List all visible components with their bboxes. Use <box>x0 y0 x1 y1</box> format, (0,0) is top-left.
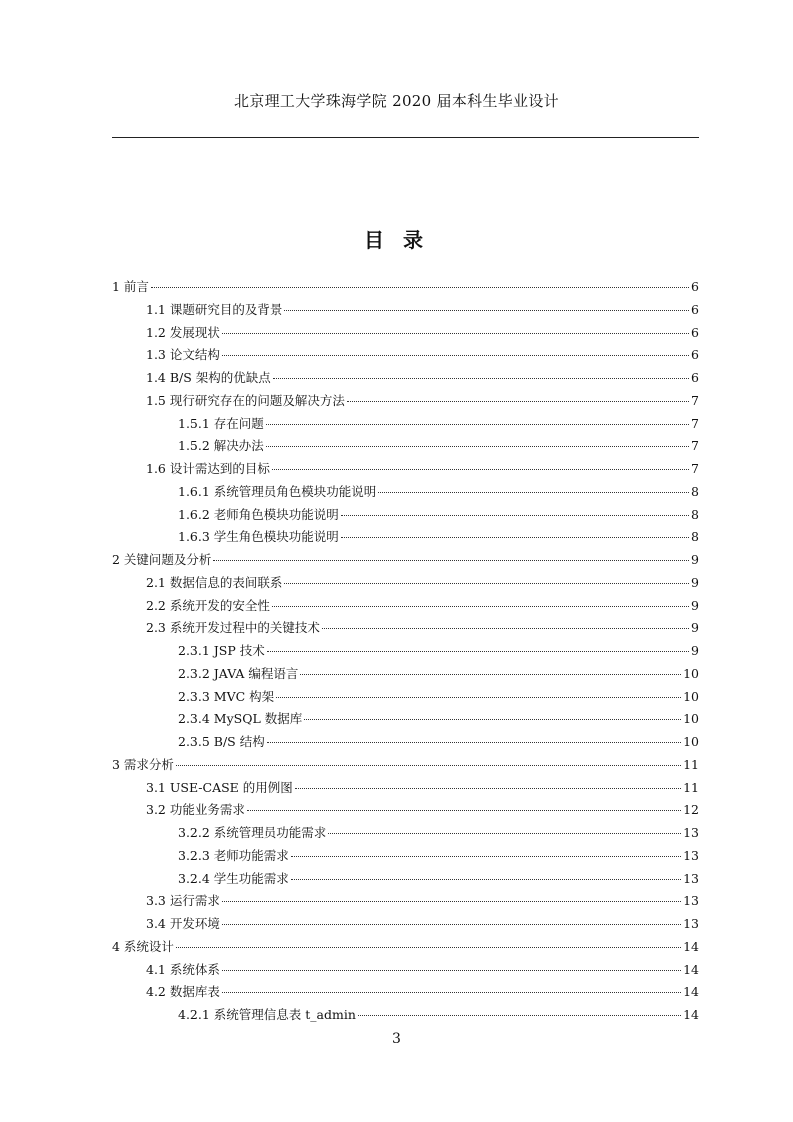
toc-entry-page: 7 <box>691 438 699 454</box>
toc-entry-page: 7 <box>691 392 699 408</box>
toc-entry[interactable] <box>112 595 699 618</box>
toc-entry-title: 1.4 B/S 架构的优缺点 <box>146 370 271 385</box>
toc-entry[interactable] <box>112 754 699 777</box>
toc-entry[interactable] <box>112 708 699 731</box>
toc-dot-leader <box>266 423 689 425</box>
toc-entry[interactable] <box>112 1004 699 1027</box>
toc-entry-page: 13 <box>683 870 699 886</box>
toc-entry-title: 4.1 系统体系 <box>146 961 220 977</box>
toc-dot-leader <box>358 1014 681 1016</box>
page-header: 北京理工大学珠海学院 2020 届本科生毕业设计 <box>234 92 559 110</box>
toc-entry-page: 10 <box>683 688 699 704</box>
toc-entry[interactable] <box>112 959 699 982</box>
toc-dot-leader <box>276 696 681 698</box>
toc-entry-title: 3.4 开发环境 <box>146 916 220 931</box>
toc-entry-page: 6 <box>691 347 699 363</box>
toc-dot-leader <box>222 354 689 356</box>
toc-entry-page: 13 <box>683 847 699 863</box>
toc-dot-leader <box>222 923 681 925</box>
toc-entry-page: 10 <box>683 734 699 749</box>
toc-dot-leader <box>291 878 681 880</box>
toc-entry-title: 3.1 USE-CASE 的用例图 <box>146 779 293 795</box>
toc-dot-leader <box>284 309 689 311</box>
toc-entry[interactable] <box>112 981 699 1004</box>
toc-entry-title: 2.3.5 B/S 结构 <box>178 734 265 749</box>
table-of-contents <box>112 276 699 1027</box>
toc-entry-page: 6 <box>691 370 699 385</box>
toc-entry-title: 1.3 论文结构 <box>146 347 220 363</box>
toc-entry-title: 1.5.2 解决办法 <box>178 438 264 454</box>
toc-entry-page: 12 <box>683 802 699 818</box>
toc-entry-title: 3.2.4 学生功能需求 <box>178 870 289 886</box>
toc-entry-title: 2.3.3 MVC 构架 <box>178 688 275 704</box>
toc-dot-leader <box>176 764 681 766</box>
toc-entry-page: 6 <box>691 301 699 317</box>
toc-dot-leader <box>284 582 689 584</box>
toc-entry[interactable] <box>112 845 699 868</box>
toc-entry-title: 2.3 系统开发过程中的关键技术 <box>146 620 320 636</box>
toc-entry[interactable] <box>112 435 699 458</box>
toc-dot-leader <box>300 673 681 675</box>
toc-entry-title: 3.2.2 系统管理员功能需求 <box>178 825 327 840</box>
toc-entry-title: 3.3 运行需求 <box>146 893 220 909</box>
toc-entry[interactable] <box>112 322 699 345</box>
toc-entry-page: 14 <box>683 984 699 1000</box>
toc-entry[interactable] <box>112 276 699 299</box>
toc-entry[interactable] <box>112 299 699 322</box>
toc-entry[interactable] <box>112 936 699 959</box>
toc-entry[interactable] <box>112 731 699 754</box>
toc-entry[interactable] <box>112 572 699 595</box>
toc-entry-title: 1.6.1 系统管理员角色模块功能说明 <box>178 483 377 499</box>
toc-entry[interactable] <box>112 913 699 936</box>
toc-entry-page: 13 <box>683 893 699 909</box>
toc-dot-leader <box>176 946 681 948</box>
toc-entry[interactable] <box>112 686 699 709</box>
toc-entry-title: 2.3.2 JAVA 编程语言 <box>178 665 299 681</box>
toc-dot-leader <box>347 400 689 402</box>
toc-entry-page: 9 <box>691 620 699 636</box>
toc-entry-title: 3 需求分析 <box>112 756 174 772</box>
toc-dot-leader <box>304 718 681 720</box>
toc-dot-leader <box>222 991 681 993</box>
toc-entry-page: 13 <box>683 916 699 931</box>
toc-entry-page: 9 <box>691 552 699 567</box>
toc-title: 目 录 <box>364 228 429 252</box>
toc-entry-title: 1.6.3 学生角色模块功能说明 <box>178 529 339 545</box>
toc-dot-leader <box>328 832 681 834</box>
toc-dot-leader <box>273 377 689 379</box>
toc-entry-title: 2 关键问题及分析 <box>112 552 212 567</box>
toc-entry-title: 3.2.3 老师功能需求 <box>178 847 289 863</box>
toc-entry[interactable] <box>112 549 699 572</box>
toc-dot-leader <box>272 468 689 470</box>
toc-dot-leader <box>222 332 689 334</box>
toc-dot-leader <box>295 787 681 789</box>
toc-entry[interactable] <box>112 413 699 436</box>
toc-entry-page: 6 <box>691 324 699 340</box>
toc-entry-page: 14 <box>683 938 699 954</box>
toc-entry[interactable] <box>112 504 699 527</box>
toc-entry-page: 9 <box>691 643 699 658</box>
toc-entry[interactable] <box>112 663 699 686</box>
toc-dot-leader <box>291 855 681 857</box>
toc-entry-title: 1.5 现行研究存在的问题及解决方法 <box>146 392 345 408</box>
toc-entry[interactable] <box>112 617 699 640</box>
toc-entry-page: 8 <box>691 506 699 522</box>
toc-entry-page: 6 <box>691 279 699 294</box>
toc-dot-leader <box>151 286 689 288</box>
toc-entry-page: 10 <box>683 665 699 681</box>
toc-entry[interactable] <box>112 390 699 413</box>
toc-dot-leader <box>267 650 689 652</box>
toc-entry-page: 9 <box>691 574 699 590</box>
toc-dot-leader <box>378 491 689 493</box>
header-divider <box>112 137 699 138</box>
toc-entry-title: 4.2 数据库表 <box>146 984 220 1000</box>
toc-dot-leader <box>247 809 681 811</box>
toc-entry-title: 4.2.1 系统管理信息表 t_admin <box>178 1007 356 1022</box>
toc-entry-title: 2.3.1 JSP 技术 <box>178 643 265 658</box>
toc-entry[interactable] <box>112 367 699 390</box>
toc-entry-title: 1.5.1 存在问题 <box>178 415 264 431</box>
toc-dot-leader <box>222 969 681 971</box>
toc-entry[interactable] <box>112 344 699 367</box>
toc-entry-title: 1.1 课题研究目的及背景 <box>146 301 283 317</box>
toc-dot-leader <box>341 536 689 538</box>
toc-entry-page: 11 <box>683 756 699 772</box>
toc-dot-leader <box>213 559 689 561</box>
toc-dot-leader <box>222 900 681 902</box>
toc-entry-title: 2.2 系统开发的安全性 <box>146 597 270 613</box>
toc-entry-page: 14 <box>683 1007 699 1022</box>
toc-entry-page: 7 <box>691 461 699 476</box>
toc-entry-title: 2.3.4 MySQL 数据库 <box>178 711 303 727</box>
toc-entry-page: 14 <box>683 961 699 977</box>
toc-dot-leader <box>267 741 681 743</box>
toc-entry[interactable] <box>112 868 699 891</box>
toc-entry[interactable] <box>112 640 699 663</box>
toc-entry-title: 1.6.2 老师角色模块功能说明 <box>178 506 339 522</box>
toc-entry-title: 2.1 数据信息的表间联系 <box>146 574 283 590</box>
toc-entry-page: 8 <box>691 529 699 545</box>
toc-entry[interactable] <box>112 890 699 913</box>
toc-entry-title: 1.2 发展现状 <box>146 324 220 340</box>
toc-entry-page: 8 <box>691 483 699 499</box>
toc-dot-leader <box>272 605 689 607</box>
toc-dot-leader <box>341 514 689 516</box>
toc-entry[interactable] <box>112 526 699 549</box>
toc-entry[interactable] <box>112 799 699 822</box>
toc-entry[interactable] <box>112 822 699 845</box>
toc-dot-leader <box>266 445 689 447</box>
toc-dot-leader <box>322 627 689 629</box>
toc-entry-page: 9 <box>691 597 699 613</box>
toc-entry-page: 10 <box>683 711 699 727</box>
toc-entry[interactable] <box>112 481 699 504</box>
toc-entry-page: 13 <box>683 825 699 840</box>
toc-entry-title: 1.6 设计需达到的目标 <box>146 461 270 476</box>
toc-entry-title: 4 系统设计 <box>112 938 174 954</box>
toc-entry[interactable] <box>112 777 699 800</box>
toc-entry-title: 3.2 功能业务需求 <box>146 802 245 818</box>
toc-entry-page: 11 <box>683 779 699 795</box>
page-number: 3 <box>392 1031 401 1047</box>
toc-entry[interactable] <box>112 458 699 481</box>
toc-entry-title: 1 前言 <box>112 279 149 294</box>
toc-entry-page: 7 <box>691 415 699 431</box>
